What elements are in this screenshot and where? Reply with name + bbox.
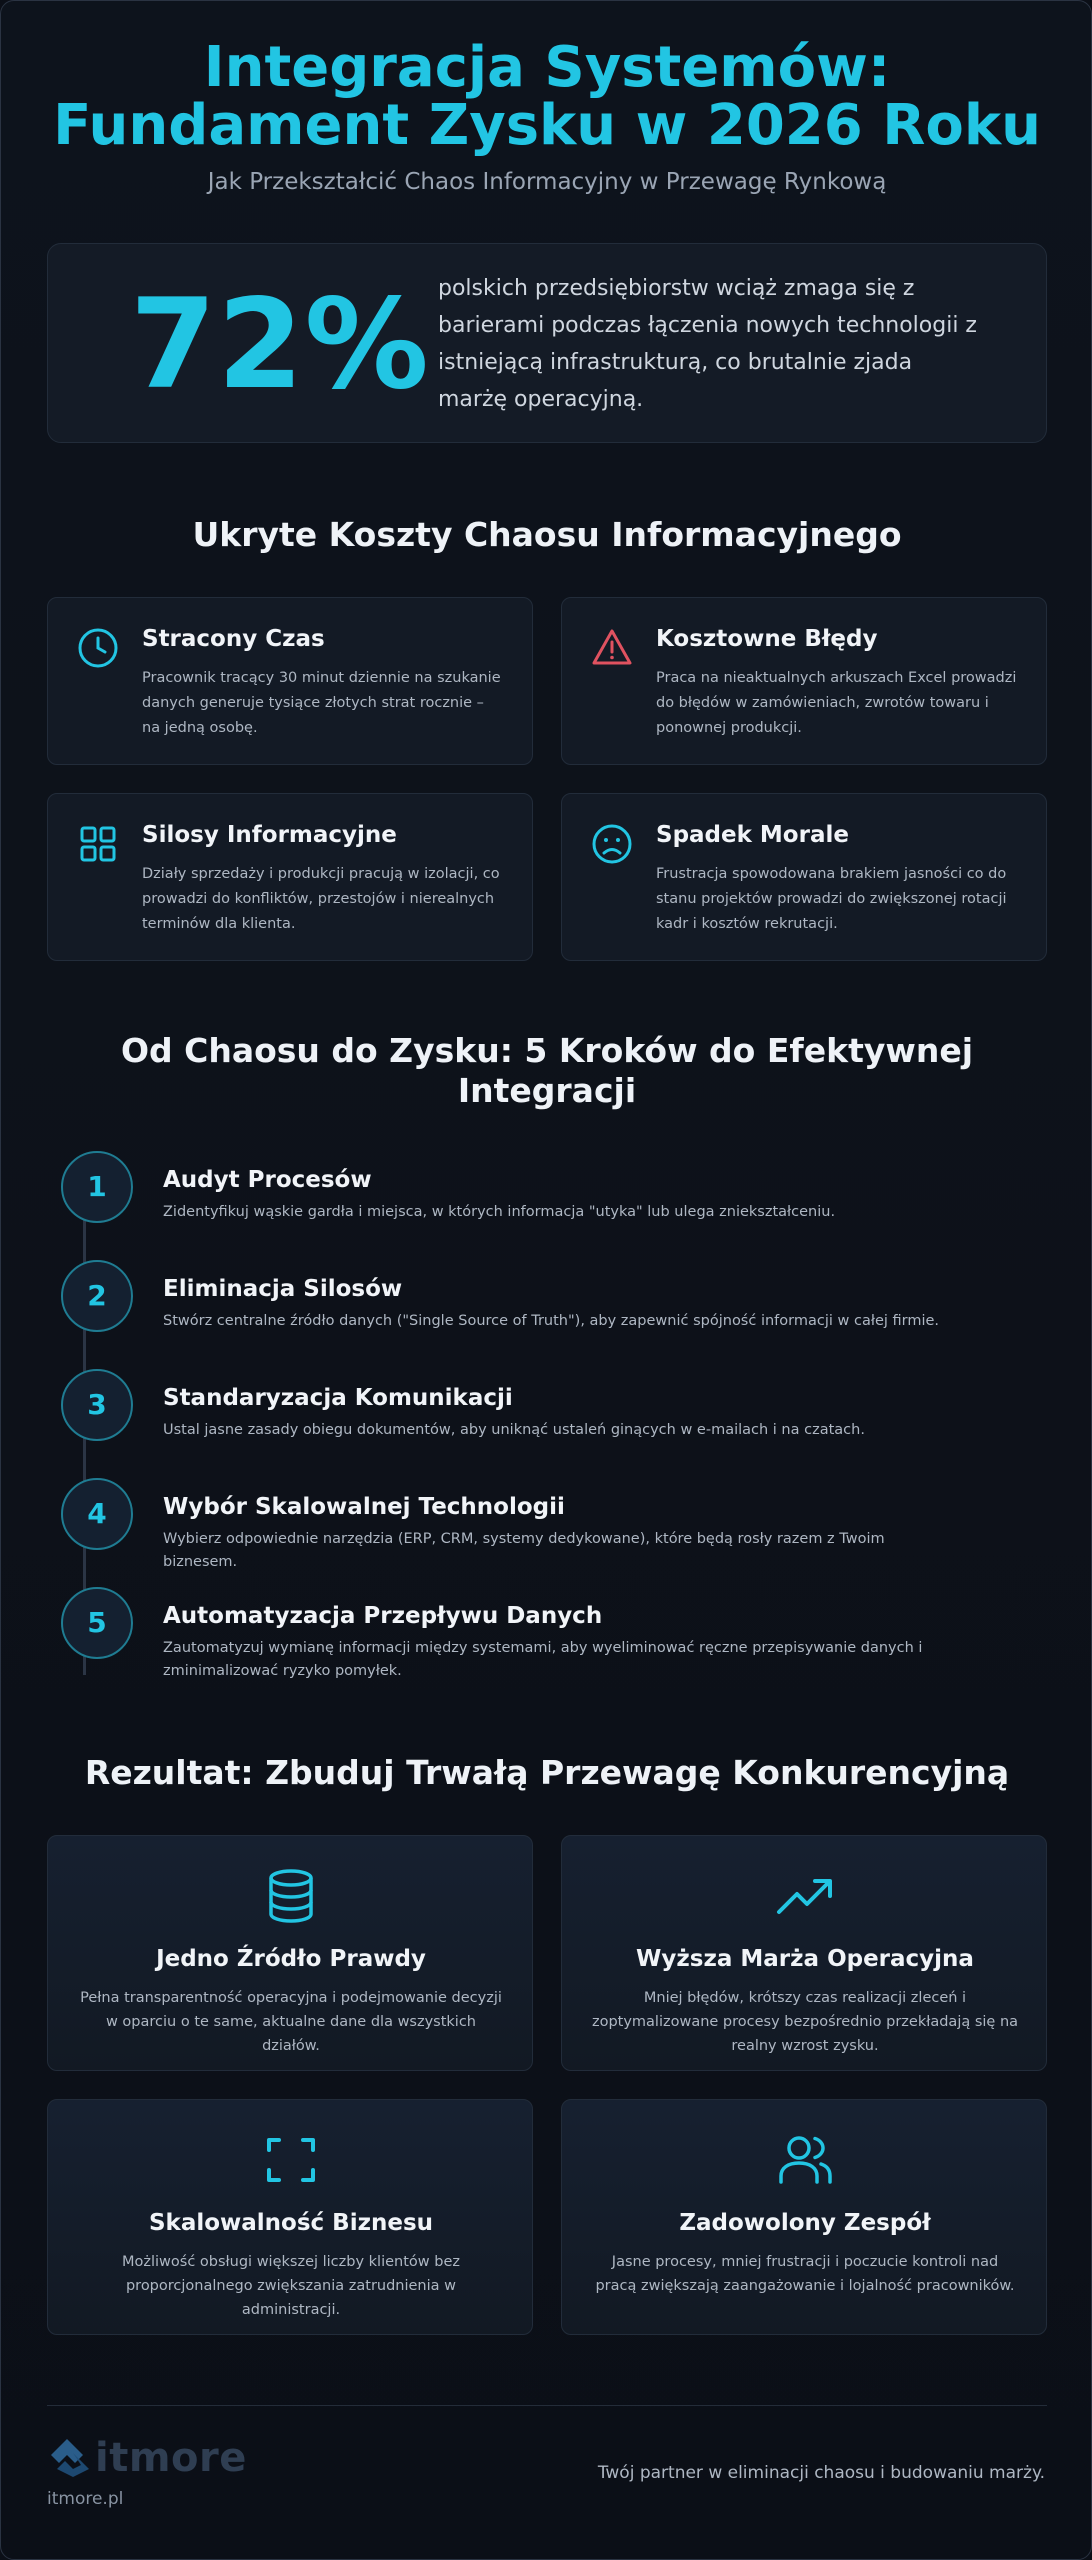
footer-divider — [47, 2405, 1047, 2406]
step-title: Automatyzacja Przepływu Danych — [163, 1603, 603, 1629]
step-number: 3 — [61, 1369, 133, 1441]
result-title: Wyższa Marża Operacyjna — [636, 1946, 974, 1972]
site-link[interactable]: itmore.pl — [47, 2489, 124, 2509]
result-desc: Pełna transparentność operacyjna i podejmowanie decyzji w oparciu o te same, aktualne dane dla wszystkich działów. — [80, 1990, 502, 2054]
cost-desc: Praca na nieaktualnych arkuszach Excel prowadzi do błędów w zamówieniach, zwrotów towaru i ponownej produkcji. — [656, 670, 1017, 736]
users-icon — [775, 2132, 835, 2188]
costs-heading: Ukryte Koszty Chaosu Informacyjnego — [192, 515, 902, 554]
stat-value: 72% — [130, 273, 430, 417]
step-desc: Stwórz centralne źródło danych ("Single Source of Truth"), aby zapewnić spójność informacji w całej firmie. — [163, 1313, 940, 1329]
clock-icon — [76, 626, 120, 670]
result-card-margin — [561, 1835, 1047, 2071]
step-title: Audyt Procesów — [163, 1167, 372, 1193]
sad-face-icon — [590, 822, 634, 866]
result-title: Skalowalność Biznesu — [148, 2210, 434, 2236]
grid-icon — [76, 822, 120, 866]
page-title — [1, 35, 1092, 158]
database-icon — [261, 1868, 321, 1924]
step-number: 5 — [61, 1587, 133, 1659]
cost-card-time — [47, 597, 533, 765]
expand-icon — [261, 2132, 321, 2188]
footer-tagline: Twój partner w eliminacji chaosu i budowaniu marży. — [597, 2463, 1045, 2483]
cost-card-errors — [561, 597, 1047, 765]
cost-card-silos — [47, 793, 533, 961]
cost-title: Stracony Czas — [142, 626, 325, 652]
step-number: 1 — [61, 1151, 133, 1223]
step-desc: Wybierz odpowiednie narzędzia (ERP, CRM, systemy dedykowane), które będą rosły razem z Twoim biznesem. — [163, 1531, 885, 1570]
step-title: Wybór Skalowalnej Technologii — [163, 1494, 565, 1520]
step-desc: Zidentyfikuj wąskie gardła i miejsca, w których informacja "utyka" lub ulega zniekształceniu. — [163, 1204, 836, 1220]
result-card-team — [561, 2099, 1047, 2335]
step-number: 2 — [61, 1260, 133, 1332]
cost-desc: Pracownik tracący 30 minut dziennie na szukanie danych generuje tysiące złotych strat rocznie – na jedną osobę. — [142, 670, 501, 736]
step-number: 4 — [61, 1478, 133, 1550]
steps-heading-line-2: Integracji — [457, 1071, 637, 1110]
result-card-single-source — [47, 1835, 533, 2071]
title-line-2: Fundament Zysku w 2026 Roku — [53, 93, 1041, 158]
steps-heading-line-1: Od Chaosu do Zysku: 5 Kroków do Efektywnej — [120, 1031, 974, 1070]
steps-heading — [1, 1031, 1092, 1111]
result-title: Jedno Źródło Prawdy — [156, 1946, 426, 1972]
cost-desc: Działy sprzedaży i produkcji pracują w izolacji, co prowadzi do konfliktów, przestojów i nierealnych terminów dla klienta. — [142, 866, 500, 932]
cost-card-morale — [561, 793, 1047, 961]
warning-icon — [590, 626, 634, 670]
trending-up-icon — [775, 1868, 835, 1924]
cost-title: Kosztowne Błędy — [656, 626, 878, 652]
stat-text: polskich przedsiębiorstw wciąż zmaga się z barierami podczas łączenia nowych technologii z istniejącą infrastrukturą, co brutalnie zjada marżę operacyjną. — [438, 276, 977, 412]
cost-title: Spadek Morale — [656, 822, 849, 848]
result-desc: Możliwość obsługi większej liczby klientów bez proporcjonalnego zwiększania zatrudnienia w administracji. — [122, 2254, 460, 2318]
itmore-logo-icon[interactable] — [47, 2435, 93, 2481]
step-title: Eliminacja Silosów — [163, 1276, 403, 1302]
result-desc: Mniej błędów, krótszy czas realizacji zleceń i zoptymalizowane procesy bezpośrednio przekładają się na realny wzrost zysku. — [591, 1990, 1019, 2054]
step-desc: Zautomatyzuj wymianę informacji między systemami, aby wyeliminować ręczne przepisywanie danych i zminimalizować ryzyko pomyłek. — [163, 1640, 923, 1679]
cost-desc: Frustracja spowodowana brakiem jasności co do stanu projektów prowadzi do zwiększonej rotacji kadr i kosztów rekrutacji. — [656, 866, 1007, 932]
page-subtitle: Jak Przekształcić Chaos Informacyjny w Przewagę Rynkową — [207, 169, 887, 195]
stat-box — [47, 243, 1047, 443]
cost-title: Silosy Informacyjne — [142, 822, 397, 848]
result-title: Zadowolony Zespół — [679, 2210, 931, 2236]
result-card-scalability — [47, 2099, 533, 2335]
results-heading: Rezultat: Zbuduj Trwałą Przewagę Konkurencyjną — [84, 1753, 1010, 1792]
logo-text[interactable]: itmore — [95, 2435, 247, 2481]
step-title: Standaryzacja Komunikacji — [163, 1385, 513, 1411]
result-desc: Jasne procesy, mniej frustracji i poczucie kontroli nad pracą zwiększają zaangażowanie i lojalność pracowników. — [595, 2254, 1015, 2294]
title-line-1: Integracja Systemów: — [203, 35, 891, 100]
step-desc: Ustal jasne zasady obiegu dokumentów, aby uniknąć ustaleń ginących w e-mailach i na czatach. — [163, 1422, 865, 1438]
